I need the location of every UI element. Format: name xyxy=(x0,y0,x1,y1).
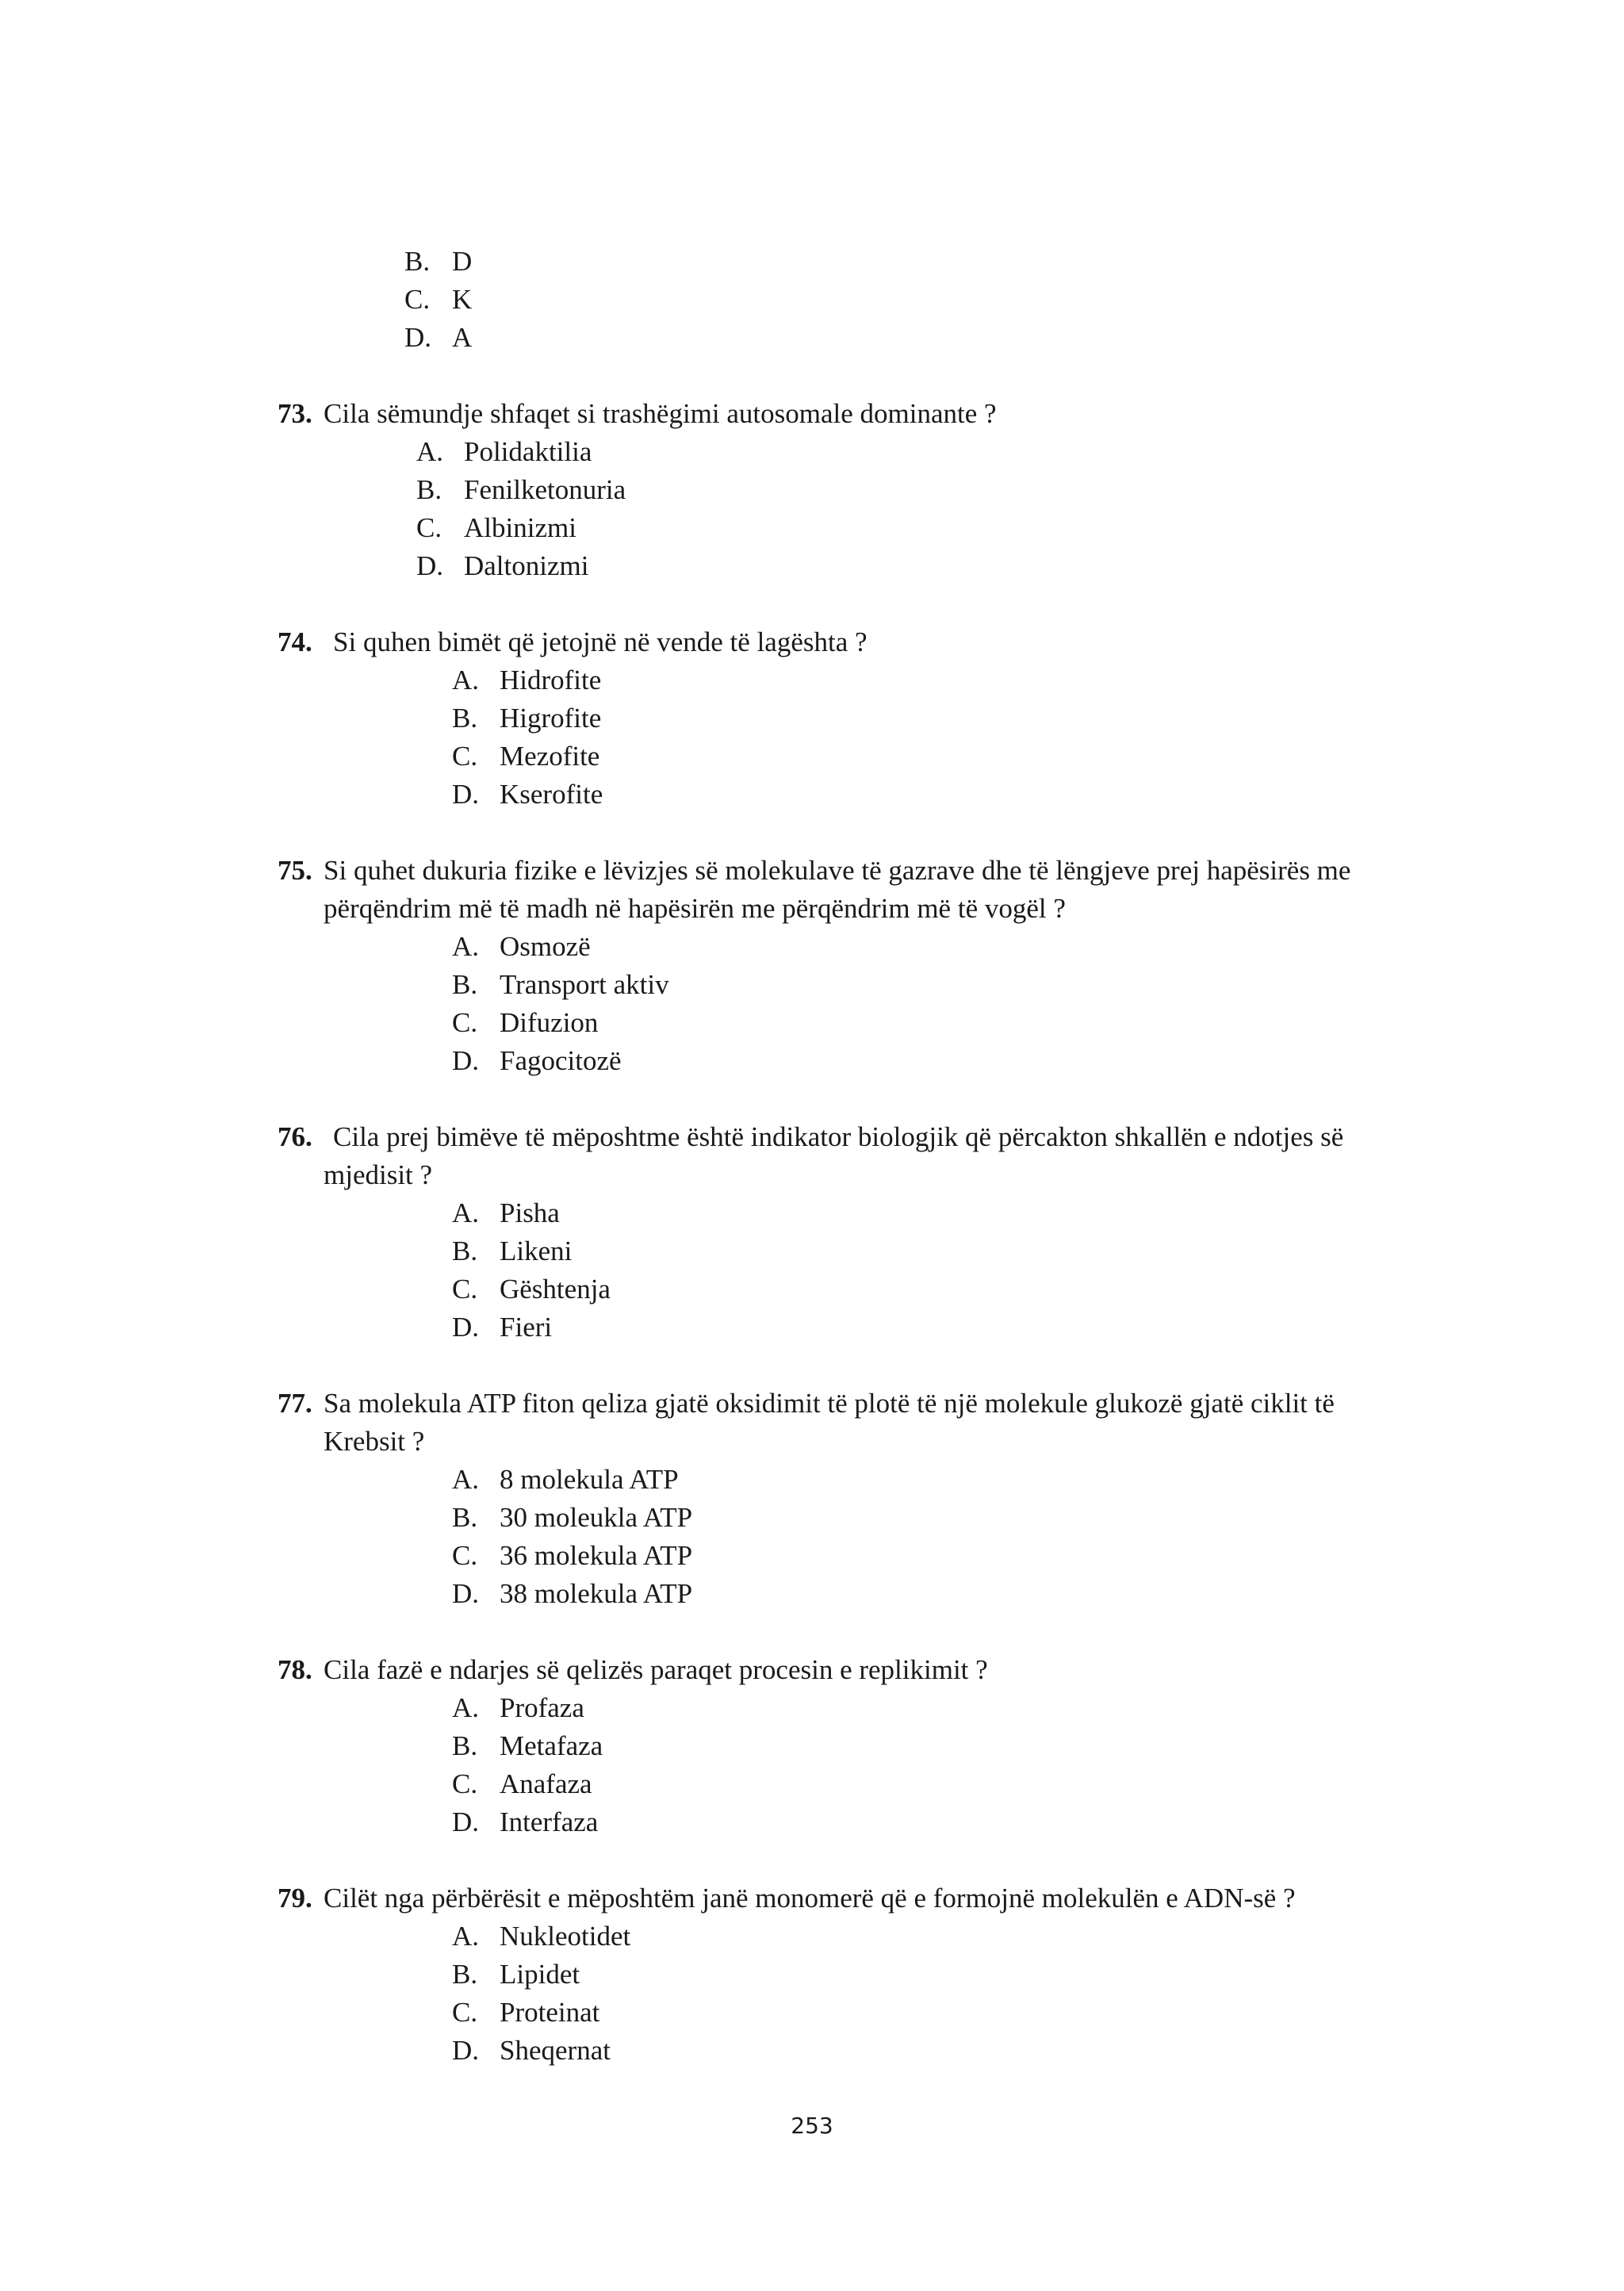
option-text: Higrofite xyxy=(500,703,602,734)
answer-option xyxy=(452,699,601,737)
option-text: 38 molekula ATP xyxy=(500,1578,693,1609)
answer-option xyxy=(452,1689,584,1727)
option-letter: D. xyxy=(452,779,480,810)
answer-option xyxy=(452,1232,572,1270)
option-text: Hidrofite xyxy=(500,665,602,695)
option-letter: C. xyxy=(452,1540,478,1571)
option-text: Gështenja xyxy=(500,1274,611,1304)
option-text: Albinizmi xyxy=(464,512,576,543)
answer-option xyxy=(452,1004,598,1042)
option-letter: C. xyxy=(416,512,442,543)
option-text: Lipidet xyxy=(500,1959,580,1990)
question-text: përqëndrim më të madh në hapësirën me përqëndrim më të vogël ? xyxy=(324,893,1066,924)
option-letter: A. xyxy=(452,931,480,962)
option-letter: B. xyxy=(416,474,442,505)
answer-option xyxy=(416,509,576,547)
option-text: Anafaza xyxy=(500,1768,592,1799)
option-letter: A. xyxy=(416,436,444,467)
option-text: D xyxy=(452,246,473,277)
option-letter: A. xyxy=(452,1464,480,1495)
option-letter: B. xyxy=(452,1730,478,1761)
answer-option xyxy=(452,1194,560,1232)
option-text: Interfaza xyxy=(500,1806,599,1837)
question-text: Cila sëmundje shfaqet si trashëgimi autosomale dominante ? xyxy=(324,398,997,429)
option-text: Kserofite xyxy=(500,779,603,810)
option-letter: D. xyxy=(452,1045,480,1076)
question-74 xyxy=(278,623,312,661)
option-letter: D. xyxy=(452,1312,480,1343)
option-letter: B. xyxy=(452,703,478,734)
option-letter: C. xyxy=(452,1768,478,1799)
answer-option xyxy=(404,243,472,281)
question-text: Sa molekula ATP fiton qeliza gjatë oksidimit të plotë të një molekule glukozë gjatë ciklit të xyxy=(324,1388,1335,1419)
option-text: Likeni xyxy=(500,1236,573,1266)
question-number: 75. xyxy=(278,855,312,886)
question-76 xyxy=(278,1118,312,1156)
option-text: Fenilketonuria xyxy=(464,474,626,505)
answer-option xyxy=(404,281,472,319)
option-letter: C. xyxy=(452,1997,478,2028)
option-letter: C. xyxy=(404,284,431,315)
option-text: Pisha xyxy=(500,1197,560,1228)
option-text: Difuzion xyxy=(500,1007,599,1038)
option-letter: A. xyxy=(452,1921,480,1952)
option-letter: C. xyxy=(452,741,478,772)
answer-option xyxy=(452,1803,598,1841)
answer-option xyxy=(404,319,472,357)
option-letter: D. xyxy=(452,1578,480,1609)
option-text: A xyxy=(452,322,473,353)
option-text: 8 molekula ATP xyxy=(500,1464,679,1495)
question-79 xyxy=(278,1879,312,1917)
question-77 xyxy=(278,1385,312,1423)
option-letter: D. xyxy=(452,1806,480,1837)
option-text: Osmozë xyxy=(500,931,591,962)
question-number: 76. xyxy=(278,1121,312,1152)
answer-option xyxy=(416,433,592,471)
answer-option xyxy=(452,1575,692,1613)
answer-option xyxy=(452,1499,692,1537)
option-text: Polidaktilia xyxy=(464,436,592,467)
answer-option xyxy=(452,1042,622,1080)
page-number: 253 xyxy=(791,2113,833,2139)
answer-option xyxy=(452,1917,630,1956)
option-text: Fagocitozë xyxy=(500,1045,622,1076)
option-text: Mezofite xyxy=(500,741,600,772)
option-letter: B. xyxy=(404,246,431,277)
answer-option xyxy=(452,1270,611,1308)
answer-option xyxy=(452,1461,679,1499)
question-number: 77. xyxy=(278,1388,312,1419)
question-text: Cila fazë e ndarjes së qelizës paraqet procesin e replikimit ? xyxy=(324,1654,988,1685)
answer-option xyxy=(452,1994,599,2032)
question-73 xyxy=(278,395,312,433)
question-75 xyxy=(278,852,312,890)
option-letter: D. xyxy=(416,550,444,581)
answer-option xyxy=(452,1956,580,1994)
option-text: 30 moleukla ATP xyxy=(500,1502,693,1533)
answer-option xyxy=(416,547,588,585)
option-letter: A. xyxy=(452,665,480,695)
option-text: Nukleotidet xyxy=(500,1921,631,1952)
answer-option xyxy=(452,776,603,814)
question-text: Krebsit ? xyxy=(324,1426,425,1457)
option-text: Profaza xyxy=(500,1692,584,1723)
option-text: 36 molekula ATP xyxy=(500,1540,693,1571)
option-text: Sheqernat xyxy=(500,2035,611,2066)
question-78 xyxy=(278,1651,312,1689)
question-text: Si quhet dukuria fizike e lëvizjes së molekulave të gazrave dhe të lëngjeve prej hapësirës me xyxy=(324,855,1351,886)
answer-option xyxy=(452,661,601,699)
answer-option xyxy=(452,1537,692,1575)
answer-option xyxy=(416,471,626,509)
option-letter: A. xyxy=(452,1197,480,1228)
answer-option xyxy=(452,2032,611,2070)
option-letter: B. xyxy=(452,969,478,1000)
option-text: Fieri xyxy=(500,1312,553,1343)
answer-option xyxy=(452,737,599,776)
option-letter: C. xyxy=(452,1274,478,1304)
option-text: Proteinat xyxy=(500,1997,600,2028)
option-letter: B. xyxy=(452,1502,478,1533)
question-number: 78. xyxy=(278,1654,312,1685)
question-number: 74. xyxy=(278,626,312,657)
option-text: K xyxy=(452,284,473,315)
question-number: 79. xyxy=(278,1883,312,1914)
option-letter: B. xyxy=(452,1959,478,1990)
answer-option xyxy=(452,928,591,966)
question-text: mjedisit ? xyxy=(324,1159,433,1190)
answer-option xyxy=(452,1765,592,1803)
answer-option xyxy=(452,1308,552,1347)
option-text: Daltonizmi xyxy=(464,550,589,581)
question-number: 73. xyxy=(278,398,312,429)
option-letter: C. xyxy=(452,1007,478,1038)
option-letter: D. xyxy=(404,322,432,353)
answer-option xyxy=(452,966,669,1004)
option-text: Metafaza xyxy=(500,1730,603,1761)
answer-option xyxy=(452,1727,603,1765)
option-letter: D. xyxy=(452,2035,480,2066)
question-text: Cila prej bimëve të mëposhtme është indikator biologjik që përcakton shkallën e ndotjes së xyxy=(333,1121,1344,1152)
option-letter: A. xyxy=(452,1692,480,1723)
option-text: Transport aktiv xyxy=(500,969,669,1000)
question-text: Si quhen bimët që jetojnë në vende të lagështa ? xyxy=(333,626,868,657)
option-letter: B. xyxy=(452,1236,478,1266)
question-text: Cilët nga përbërësit e mëposhtëm janë monomerë që e formojnë molekulën e ADN-së ? xyxy=(324,1883,1296,1914)
